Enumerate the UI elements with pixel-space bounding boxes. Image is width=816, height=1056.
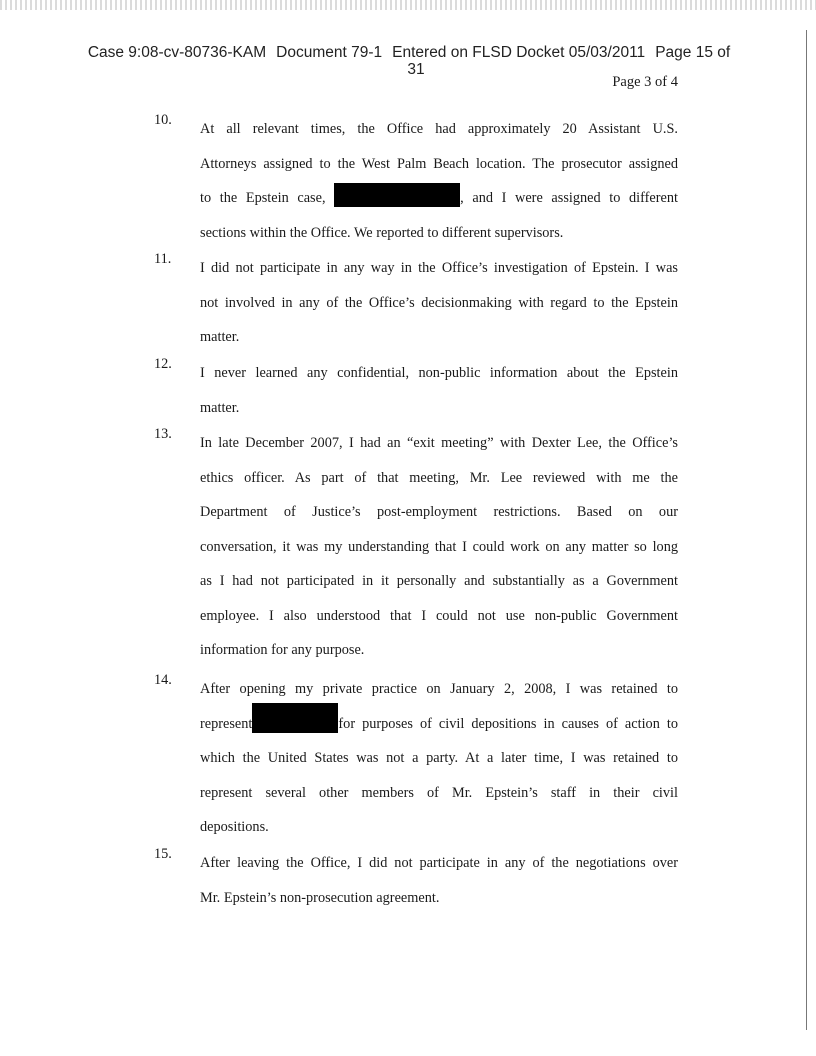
paragraph-body	[200, 356, 678, 425]
paragraph-line: Attorneys assigned to the West Palm Beach location. The prosecutor assigned	[200, 155, 678, 172]
paragraph-line: sections within the Office. We reported to different supervisors.	[200, 224, 564, 241]
paragraph-line: which the United States was not a party. At a later time, I was retained to	[200, 750, 678, 766]
paragraph-line: employee. I also understood that I could not use non-public Government	[200, 607, 678, 624]
paragraph-line: information for any purpose.	[200, 642, 365, 658]
paragraph-line: matter.	[200, 399, 240, 416]
redaction-box	[334, 183, 460, 207]
paragraph-number: 15.	[154, 846, 172, 862]
redaction-box	[252, 703, 338, 733]
paragraph-line: Mr. Epstein’s non-prosecution agreement.	[200, 889, 440, 906]
page-total: 31	[407, 61, 425, 78]
paragraph-body	[200, 426, 678, 668]
paragraph-body	[200, 112, 678, 250]
case-filing-header	[84, 44, 734, 78]
paragraph-line: At all relevant times, the Office had approximately 20 Assistant U.S.	[200, 121, 678, 137]
scan-artifact-right-rule	[806, 30, 807, 1030]
paragraph-line: represent several other members of Mr. Epstein’s staff in their civil	[200, 784, 678, 801]
line-segment: for purposes of civil depositions in causes of action to	[338, 715, 678, 732]
paragraph-line: as I had not participated in it personally and substantially as a Government	[200, 573, 678, 589]
paragraph-line: conversation, it was my understanding that I could work on any matter so long	[200, 538, 678, 555]
paragraph-line: not involved in any of the Office’s decisionmaking with regard to the Epstein	[200, 294, 678, 311]
paragraph-number: 13.	[154, 426, 172, 442]
line-segment: represent	[200, 715, 253, 732]
line-segment: to the Epstein case,	[200, 190, 335, 206]
paragraph-line: In late December 2007, I had an “exit meeting” with Dexter Lee, the Office’s	[200, 435, 678, 451]
paragraph-line: I never learned any confidential, non-public information about the Epstein	[200, 365, 678, 381]
paragraph-line: After opening my private practice on January 2, 2008, I was retained to	[200, 681, 678, 697]
paragraph-body	[200, 846, 678, 915]
document-number: Document 79-1	[276, 44, 383, 61]
paragraph-body	[200, 251, 678, 355]
scan-artifact-top-edge	[0, 0, 816, 10]
line-segment: , and I were assigned to different	[460, 190, 678, 206]
paragraph-line: After leaving the Office, I did not participate in any of the negotiations over	[200, 855, 678, 871]
case-header-line-1	[84, 44, 734, 61]
paragraph-line: I did not participate in any way in the Office’s investigation of Epstein. I was	[200, 260, 678, 276]
paragraph-line	[200, 707, 678, 742]
page-label: Page 15 of	[655, 44, 731, 61]
paragraph-body	[200, 672, 678, 845]
paragraph-number: 14.	[154, 672, 172, 688]
paragraph-line	[200, 181, 678, 216]
case-number: Case 9:08-cv-80736-KAM	[87, 44, 267, 61]
paragraph-number: 12.	[154, 356, 172, 372]
paragraph-line: matter.	[200, 329, 240, 345]
paragraph-line: Department of Justice’s post-employment restrictions. Based on our	[200, 504, 678, 520]
paragraph-number: 11.	[154, 251, 172, 267]
paragraph-number: 10.	[154, 112, 172, 128]
docket-entry: Entered on FLSD Docket 05/03/2011	[392, 44, 646, 61]
paragraph-line: depositions.	[200, 819, 269, 835]
paragraph-line: ethics officer. As part of that meeting, Mr. Lee reviewed with me the	[200, 469, 678, 486]
sub-page-number: Page 3 of 4	[612, 74, 678, 90]
